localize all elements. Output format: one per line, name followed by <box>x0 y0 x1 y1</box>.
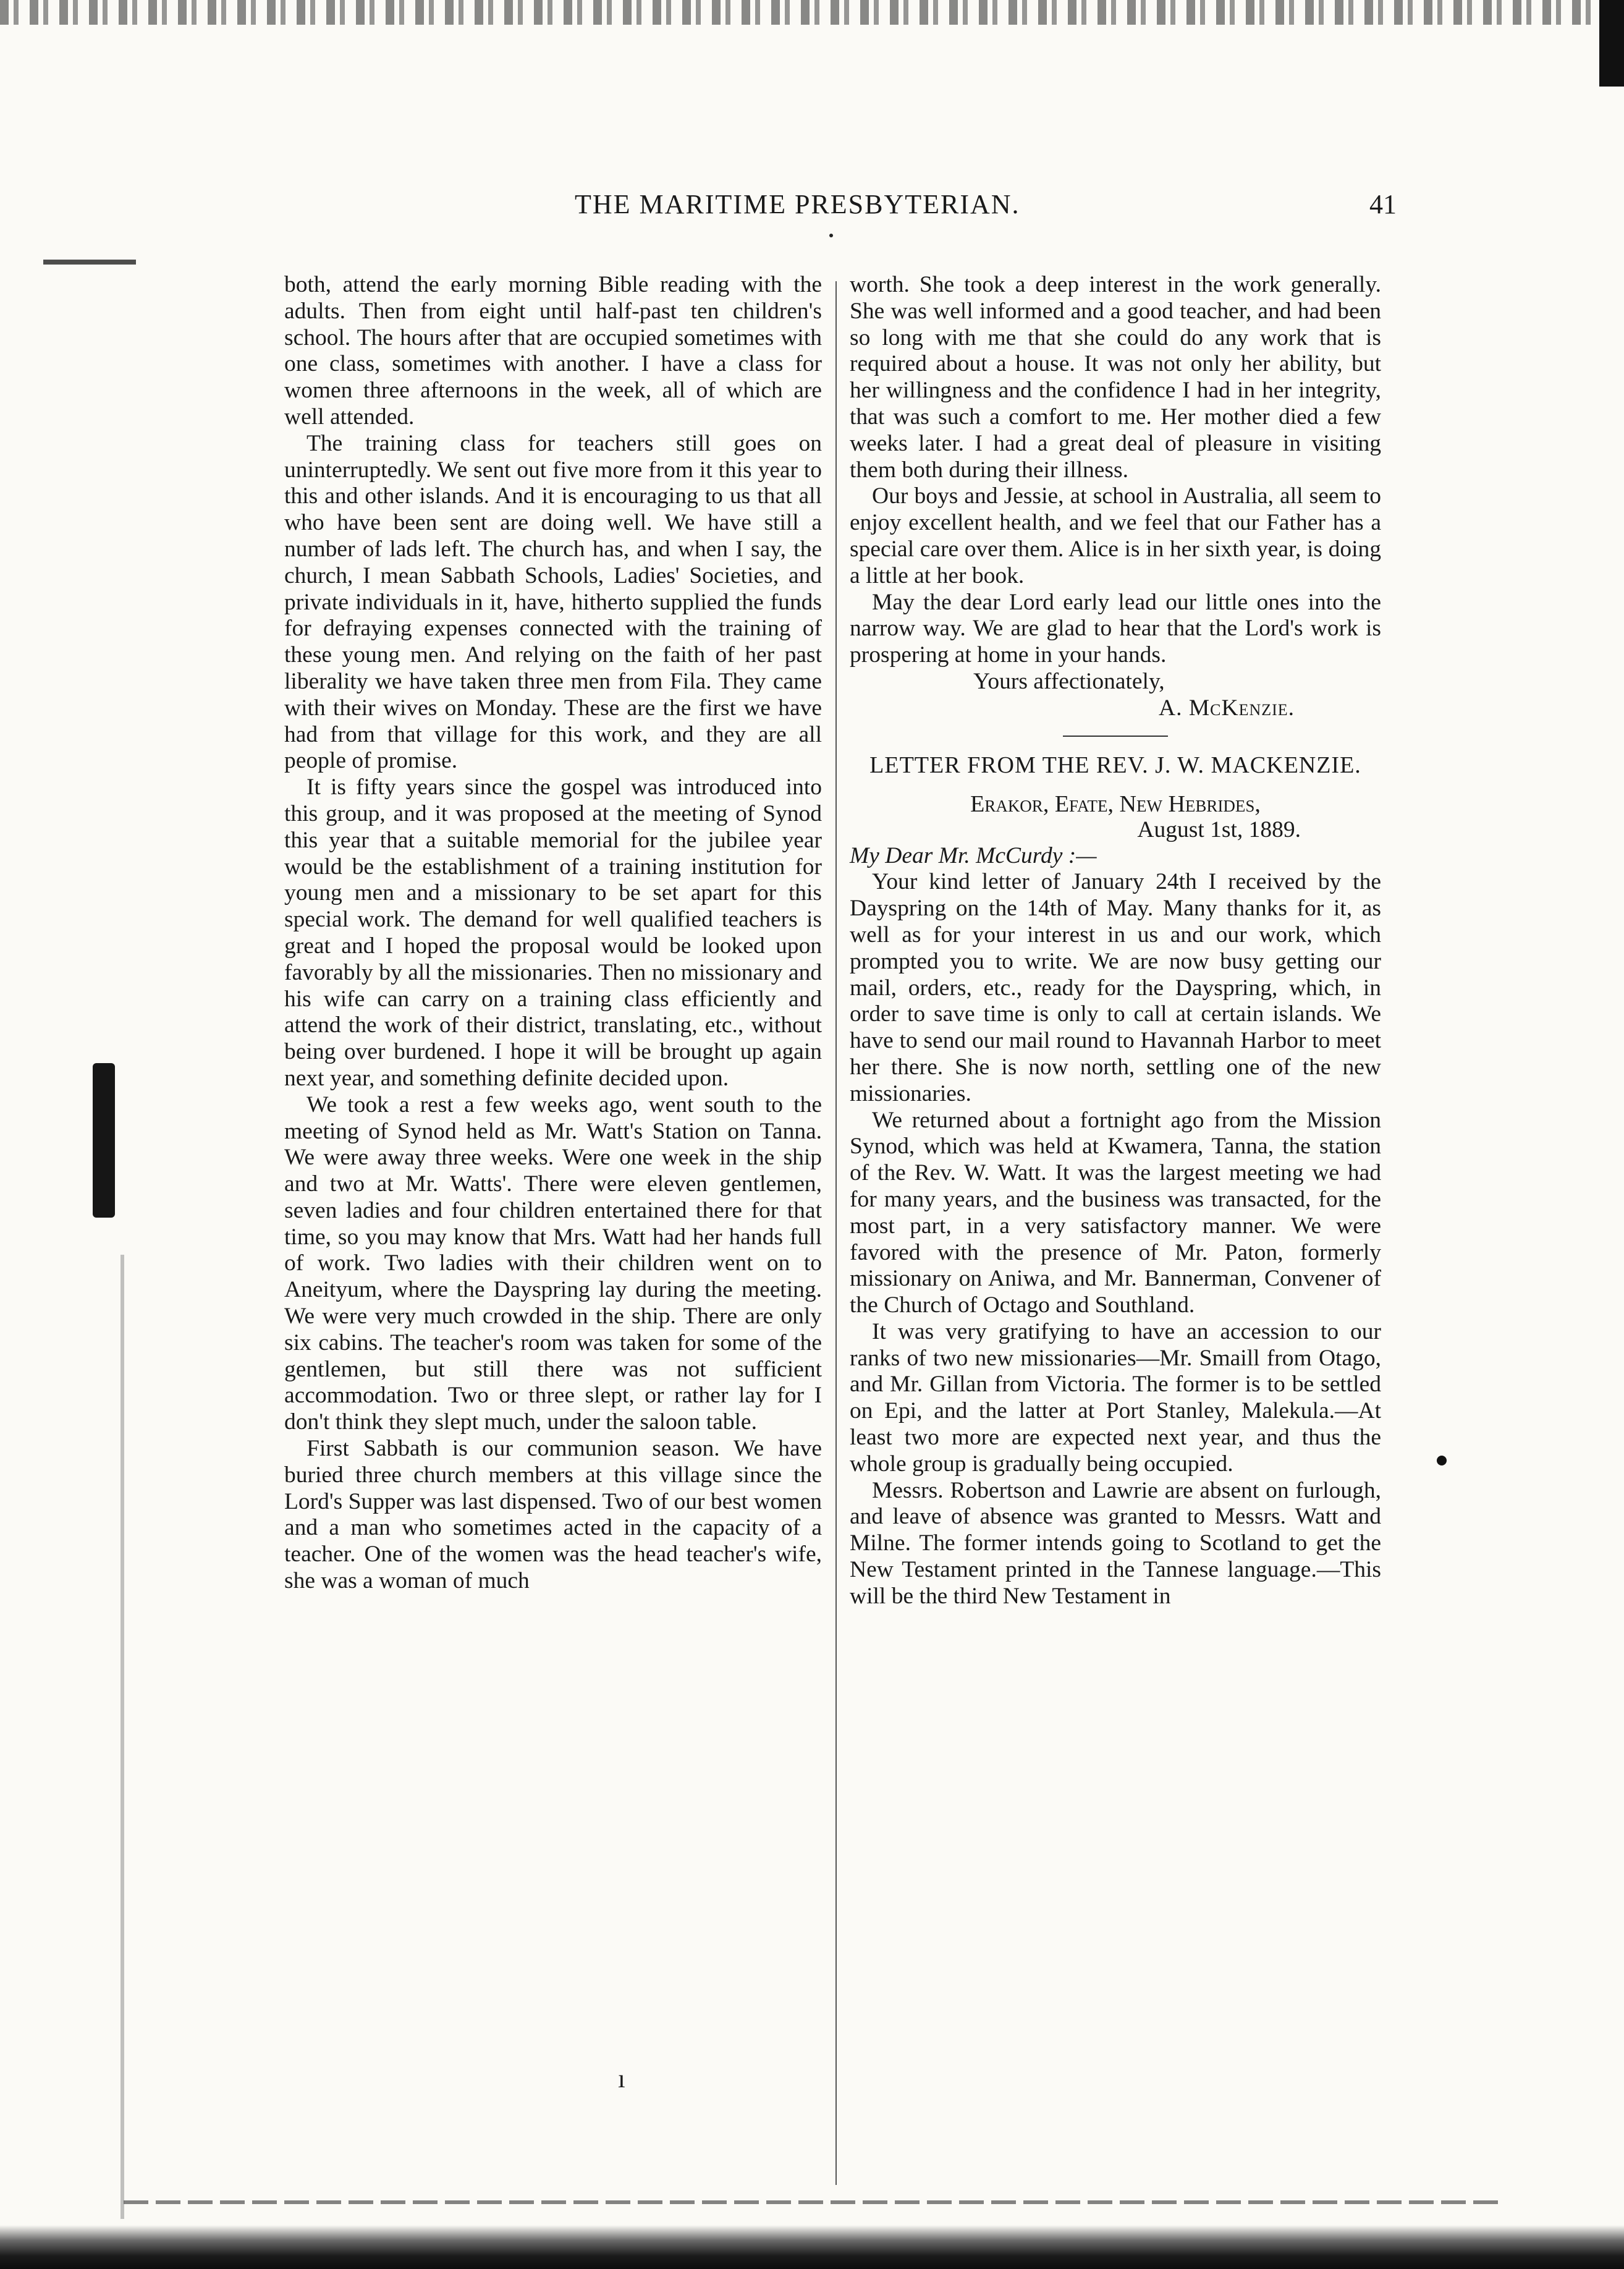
paragraph: Our boys and Jessie, at school in Australia, all seem to enjoy excellent health, and we feel that our Father has a special care over them. Alice is in her sixth year, is doing a little at her book. <box>850 483 1381 588</box>
paragraph: The training class for teachers still goes on uninterruptedly. We sent out five more from it this year to this and other islands. And it is encouraging to us that all who have been sent are doing well. We have still a number of lads left. The church has, and when I say, the church, I mean Sabbath Schools, Ladies' Societies, and private individuals in it, have, hitherto supplied the funds for defraying expenses connected with the training of these young men. And relying on the faith of her past liberality we have taken three men from Fila. They came with their wives on Monday. These are the first we have had from that village for this work, and they are all people of promise. <box>284 430 822 774</box>
column-divider <box>835 281 837 2185</box>
page-header <box>284 189 1397 226</box>
footer-mark: ı <box>618 2065 625 2093</box>
ink-spot <box>1437 1456 1447 1465</box>
letter-signoff <box>850 669 1381 722</box>
salutation: My Dear Mr. McCurdy :— <box>850 842 1097 868</box>
paragraph: Messrs. Robertson and Lawrie are absent on furlough, and leave of absence was granted to Messrs. Watt and Milne. The former intends going to Scotland to get the New Testament printed in the Tannese language.—This will be the third New Testament in <box>850 1477 1381 1609</box>
paragraph: both, attend the early morning Bible reading with the adults. Then from eight until half-past ten children's school. The hours after that are occupied sometimes with one class, sometimes with another. I have a class for women three afternoons in the week, all of which are well attended. <box>284 272 822 430</box>
scan-mark-left <box>43 260 136 265</box>
header-ornament <box>829 234 833 237</box>
section-separator <box>1063 736 1168 737</box>
signature: A. McKenzie. <box>1159 695 1295 721</box>
paragraph: We took a rest a few weeks ago, went south to the meeting of Synod held as Mr. Watt's Station on Tanna. We were away three weeks. Were one week in the ship and two at Mr. Watts'. There were eleven gentlemen, seven ladies and four children entertained there for that time, so you may know that Mrs. Watt had her hands full of work. Two ladies with their children went on to Aneityum, where the Dayspring lay during the meeting. We were very much crowded in the ship. There are only six cabins. The teacher's room was taken for some of the gentlemen, but still there was not sufficient accommodation. Two or three slept, or rather lay for I don't think they slept much, under the saloon table. <box>284 1092 822 1435</box>
paragraph: worth. She took a deep interest in the work generally. She was well informed and a good teacher, and had been so long with me that she could do any work that is required about a house. It was not only her ability, but her willingness and the confidence I had in her integrity, that was such a comfort to me. Her mother died a few weeks later. I had a great deal of pleasure in visiting them both during their illness. <box>850 272 1381 483</box>
scan-border-bottom <box>0 2225 1624 2269</box>
paragraph: It is fifty years since the gospel was introduced into this group, and it was proposed at the meeting of Synod this year that a suitable memorial for the jubilee year would be the establishment of a training institution for young men and a missionary to be set apart for this special work. The demand for well qualified teachers is great and I hoped the proposal would be looked upon favorably by all the missionaries. Then no missionary and his wife can carry on a training class efficiently and attend the work of their district, translating, etc., without being over burdened. I hope it will be brought up again next year, and something definite decided upon. <box>284 774 822 1091</box>
letter-place: Erakor, Efate, New Hebrides, <box>970 791 1261 817</box>
right-column <box>850 272 1381 1610</box>
letter-heading: LETTER FROM THE REV. J. W. MACKENZIE. <box>869 752 1361 778</box>
scan-border-right <box>1599 0 1624 87</box>
scan-border-top <box>0 0 1624 25</box>
scan-edge-shadow <box>121 1255 124 2219</box>
paragraph: First Sabbath is our communion season. We have buried three church members at this village since the Lord's Supper was last dispensed. Two of our best women and a man who sometimes acted in the capacity of a teacher. One of the women was the head teacher's wife, she was a woman of much <box>284 1436 822 1594</box>
scan-border-bottom-line <box>124 2200 1502 2204</box>
paragraph: It was very gratifying to have an accession to our ranks of two new missionaries—Mr. Smaill from Otago, and Mr. Gillan from Victoria. The former is to be settled on Epi, and the latter at Port Stanley, Malekula.—At least two more are expected next year, and thus the whole group is gradually being occupied. <box>850 1318 1381 1477</box>
closing-line: Yours affectionately, <box>973 668 1165 694</box>
paragraph: May the dear Lord early lead our little ones into the narrow way. We are glad to hear that the Lord's work is prospering at home in your hands. <box>850 589 1381 668</box>
paragraph: Your kind letter of January 24th I received by the Dayspring on the 14th of May. Many thanks for it, as well as for your interest in us and our work, which prompted you to write. We are now busy getting our mail, orders, etc., ready for the Dayspring, which, in order to save time is only to call at certain islands. We have to send our mail round to Havannah Harbor to meet her there. She is now north, settling one of the new missionaries. <box>850 869 1381 1106</box>
page-number: 41 <box>1369 189 1397 219</box>
letter-date: August 1st, 1889. <box>1137 816 1301 842</box>
scan-clip-mark <box>93 1063 115 1218</box>
page-title: THE MARITIME PRESBYTERIAN. <box>575 189 1020 219</box>
paragraph: We returned about a fortnight ago from the Mission Synod, which was held at Kwamera, Tanna, the station of the Rev. W. Watt. It was the largest meeting we had for many years, and the business was transacted, for the most part, in a very satisfactory manner. We were favored with the presence of Mr. Paton, formerly missionary on Aniwa, and Mr. Bannerman, Convener of the Church of Octago and Southland. <box>850 1107 1381 1318</box>
left-column <box>284 272 822 1595</box>
